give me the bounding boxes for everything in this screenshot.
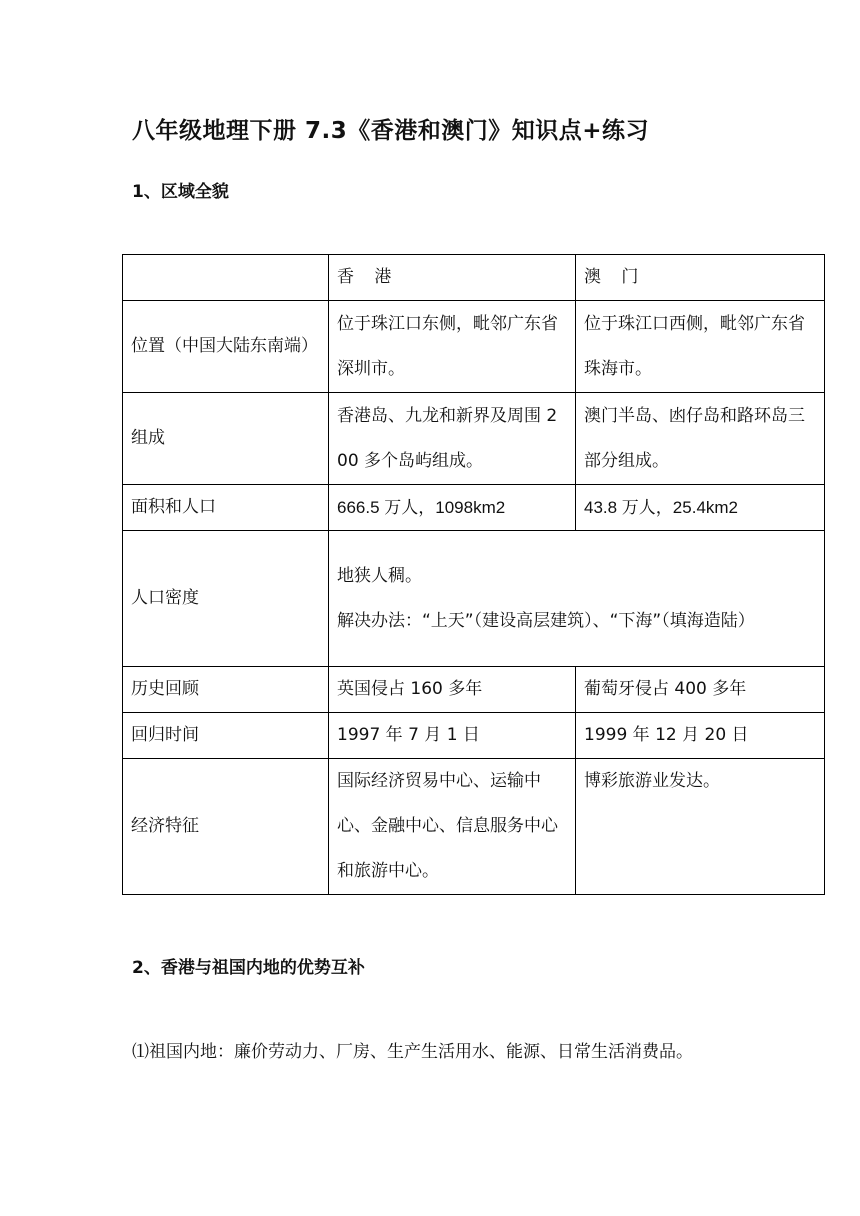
cell-macau-economy: 博彩旅游业发达。 (576, 759, 825, 895)
row-label-composition: 组成 (123, 393, 329, 485)
cell-macau-composition: 澳门半岛、凼仔岛和路环岛三部分组成。 (576, 393, 825, 485)
section-heading-region-overview: 1、区域全貌 (132, 182, 229, 202)
table-header-row (123, 255, 825, 301)
cell-hongkong-area-population: 666.5 万人，1098km2 (329, 485, 576, 531)
table-row-return-date (123, 713, 825, 759)
cell-macau-location: 位于珠江口西侧，毗邻广东省珠海市。 (576, 301, 825, 393)
header-hongkong: 香港 (329, 255, 576, 301)
cell-macau-area-population: 43.8 万人，25.4km2 (576, 485, 825, 531)
table-corner-cell (123, 255, 329, 301)
document-title: 八年级地理下册 7.3《香港和澳门》知识点+练习 (132, 118, 650, 144)
cell-hongkong-return-date: 1997 年 7 月 1 日 (329, 713, 576, 759)
table-row-composition (123, 393, 825, 485)
row-label-return-date: 回归时间 (123, 713, 329, 759)
row-label-economy: 经济特征 (123, 759, 329, 895)
table-row-history (123, 667, 825, 713)
row-label-location: 位置（中国大陆东南端） (123, 301, 329, 393)
cell-hongkong-economy: 国际经济贸易中心、运输中心、金融中心、信息服务中心和旅游中心。 (329, 759, 576, 895)
table-row-location (123, 301, 825, 393)
cell-hongkong-location: 位于珠江口东侧，毗邻广东省深圳市。 (329, 301, 576, 393)
density-solution: 解决办法：“上天”（建设高层建筑）、“下海”（填海造陆） (337, 610, 755, 631)
comparison-table (122, 254, 825, 895)
row-label-area-population: 面积和人口 (123, 485, 329, 531)
cell-macau-history: 葡萄牙侵占 400 多年 (576, 667, 825, 713)
row-label-history: 历史回顾 (123, 667, 329, 713)
section-heading-complementary-advantages: 2、香港与祖国内地的优势互补 (132, 958, 365, 978)
cell-density-shared (329, 531, 825, 667)
paragraph-mainland-advantages: ⑴祖国内地：廉价劳动力、厂房、生产生活用水、能源、日常生活消费品。 (132, 1042, 693, 1062)
table-row-economy (123, 759, 825, 895)
table-row-area-population (123, 485, 825, 531)
header-macau: 澳门 (576, 255, 825, 301)
cell-hongkong-composition: 香港岛、九龙和新界及周围 200 多个岛屿组成。 (329, 393, 576, 485)
cell-hongkong-history: 英国侵占 160 多年 (329, 667, 576, 713)
table-row-density (123, 531, 825, 667)
cell-macau-return-date: 1999 年 12 月 20 日 (576, 713, 825, 759)
density-description: 地狭人稠。 (337, 565, 422, 586)
row-label-density: 人口密度 (123, 531, 329, 667)
